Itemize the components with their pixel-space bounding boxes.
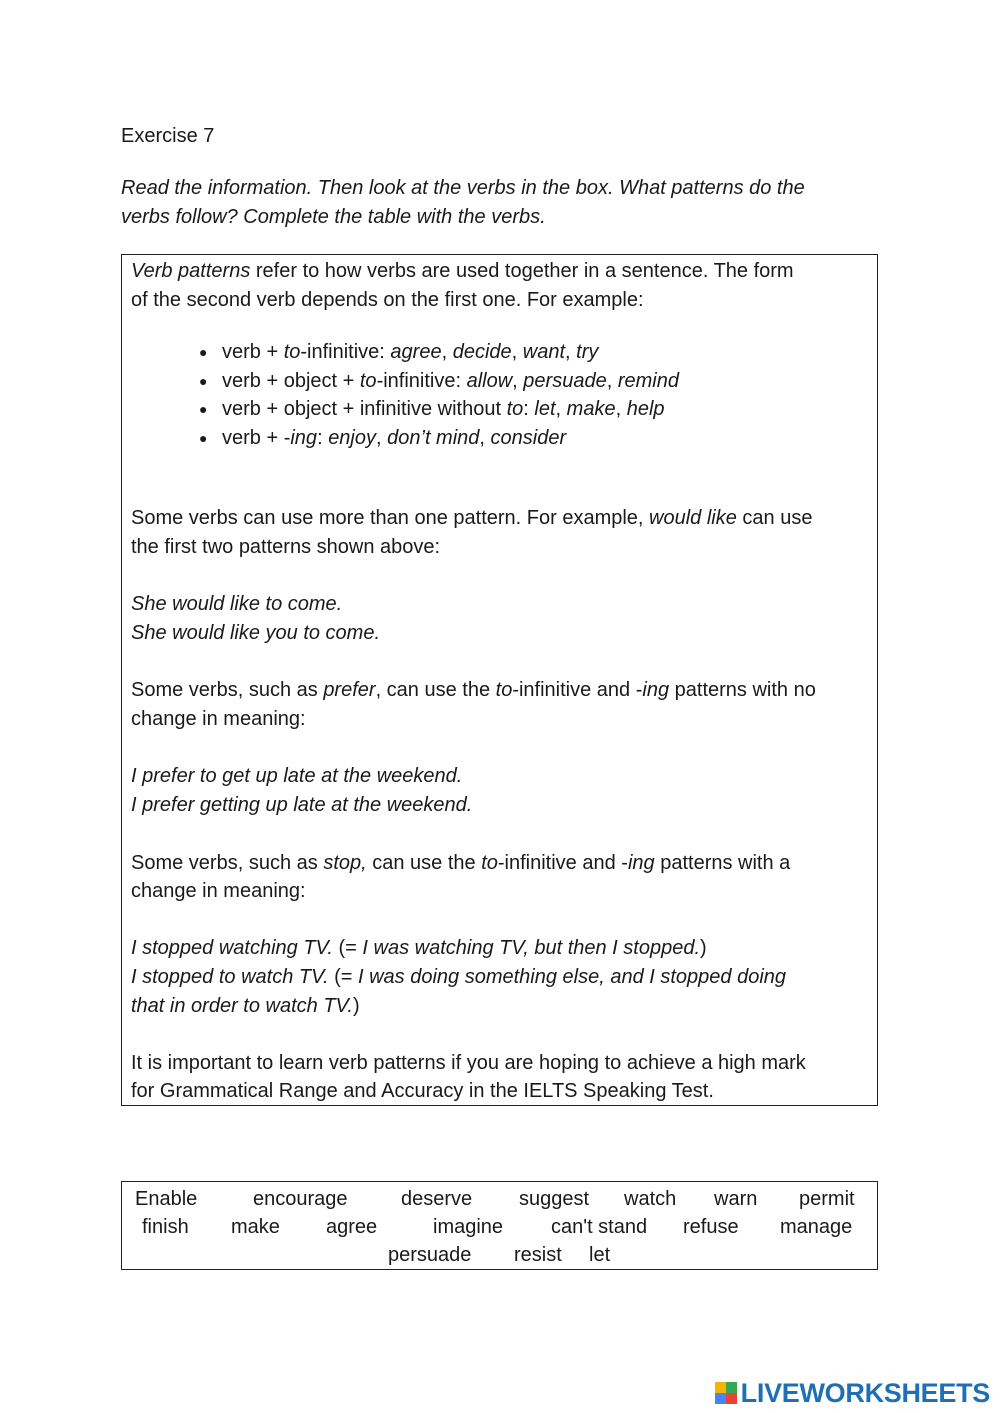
p0c: -infinitive: [300,341,391,363]
p2g: , [615,398,627,420]
ex3-h: that in order to watch TV. [131,995,353,1017]
instructions-line-1: Read the information. Then look at the verbs in the box. What patterns do the [121,177,805,199]
pattern-item [199,367,679,396]
p1b: to [359,370,377,392]
stop-g: patterns with a [654,852,791,874]
closing-line-2: for Grammatical Range and Accuracy in the IELTS Speaking Test. [131,1080,714,1102]
verb-word: watch [624,1188,677,1210]
verb-word: can't stand [551,1216,648,1238]
p1g: , [606,370,618,392]
verb-box [121,1181,878,1270]
p0e: , [441,341,453,363]
verb-word: resist [514,1244,562,1266]
prefer-line-2: change in meaning: [131,708,306,730]
stop-d: to [481,852,498,874]
stop-e: -infinitive and - [497,852,628,874]
p3c: : [317,427,329,449]
p0h: want [522,341,566,363]
stop-a: Some verbs, such as [131,852,324,874]
pattern-item [199,395,665,424]
verb-word: refuse [683,1216,739,1238]
verb-word: encourage [253,1188,348,1210]
information-box [121,254,878,1106]
instructions [121,174,881,231]
instructions-line-2: verbs follow? Complete the table with the verbs. [121,205,546,228]
stop-b: stop, [323,852,367,874]
verb-word: suggest [519,1188,590,1210]
prefer-b: prefer [323,679,376,701]
prefer-d: to [495,679,513,701]
prefer-a: Some verbs, such as [131,679,324,701]
example-3-line-3 [131,992,360,1021]
p1f: persuade [523,370,607,392]
logo-text: LIVEWORKSHEETS [740,1377,990,1408]
prefer-g: patterns with no [669,679,816,701]
p2e: , [555,398,567,420]
closing-line-1: It is important to learn verb patterns if you are hoping to achieve a high mark [131,1052,806,1074]
exercise-title: Exercise 7 [121,125,215,147]
stop-line-2: change in meaning: [131,880,306,902]
intro-text: refer to how verbs are used together in a sentence. The form [250,260,794,282]
p3e: , [376,427,388,449]
p3g: , [479,427,491,449]
ex3-b: (= [332,937,363,959]
example-1-line-2: She would like you to come. [131,622,381,644]
p2c: : [523,398,535,420]
p0d: agree [390,341,442,363]
multi-b: would like [649,507,737,529]
pattern-item [199,338,599,367]
ex3-f: (= [328,966,358,988]
verb-word: persuade [388,1244,472,1266]
example-3-line-1 [131,934,707,963]
intro-line-2: of the second verb depends on the first one. For example: [131,289,644,311]
liveworksheets-logo [715,1376,990,1410]
p3h: consider [490,427,567,449]
verb-word: permit [799,1188,855,1210]
intro-line-1 [131,257,794,286]
prefer-f: ing [642,679,670,701]
verb-word: imagine [433,1216,504,1238]
ex3-g: I was doing something else, and I stopped doing [357,966,787,988]
p0g: , [511,341,523,363]
ex3-a: I stopped watching TV. [131,937,333,959]
p3f: don’t mind [387,427,480,449]
ex3-d: ) [700,937,707,959]
p1c: -infinitive: [376,370,467,392]
p3d: enjoy [328,427,376,449]
p3a: verb + - [222,427,291,449]
p0a: verb + [222,341,284,363]
verb-word: warn [714,1188,758,1210]
p3b: ing [290,427,318,449]
logo-mark-icon [715,1382,737,1404]
bullet-icon: ● [199,344,208,360]
p2h: help [626,398,665,420]
p2a: verb + object + infinitive without [222,398,507,420]
verb-word: agree [326,1216,378,1238]
multi-a: Some verbs can use more than one pattern. For example, [131,507,650,529]
multi-line-1 [131,504,812,533]
p1e: , [512,370,524,392]
example-3-line-2 [131,963,786,992]
ex3-e: I stopped to watch TV. [131,966,329,988]
verb-word: let [589,1244,611,1266]
stop-c: can use the [366,852,482,874]
example-2-line-2: I prefer getting up late at the weekend. [131,794,473,816]
p0i: , [565,341,577,363]
p0f: decide [452,341,512,363]
p2f: make [566,398,616,420]
stop-f: ing [627,852,655,874]
bullet-icon: ● [199,373,208,389]
bullet-icon: ● [199,401,208,417]
multi-c: can use [736,507,813,529]
p1d: allow [466,370,513,392]
example-2-line-1: I prefer to get up late at the weekend. [131,765,463,787]
verb-word: deserve [401,1188,473,1210]
verb-word: manage [780,1216,853,1238]
ex3-i: ) [352,995,360,1017]
p0b: to [283,341,301,363]
multi-line-2: the first two patterns shown above: [131,536,441,558]
p1a: verb + object + [222,370,360,392]
term-verb-patterns: Verb patterns [131,260,251,282]
bullet-icon: ● [199,430,208,446]
prefer-e: -infinitive and - [512,679,643,701]
prefer-c: , can use the [375,679,496,701]
pattern-item [199,424,567,453]
p1h: remind [617,370,679,392]
verb-word: finish [142,1216,189,1238]
prefer-line-1 [131,676,816,705]
p2d: let [534,398,556,420]
example-1-line-1: She would like to come. [131,593,343,615]
ex3-c: I was watching TV, but then I stopped. [362,937,701,959]
verb-word: Enable [135,1188,198,1210]
stop-line-1 [131,849,790,878]
p0j: try [576,341,599,363]
verb-word: make [231,1216,280,1238]
p2b: to [506,398,524,420]
